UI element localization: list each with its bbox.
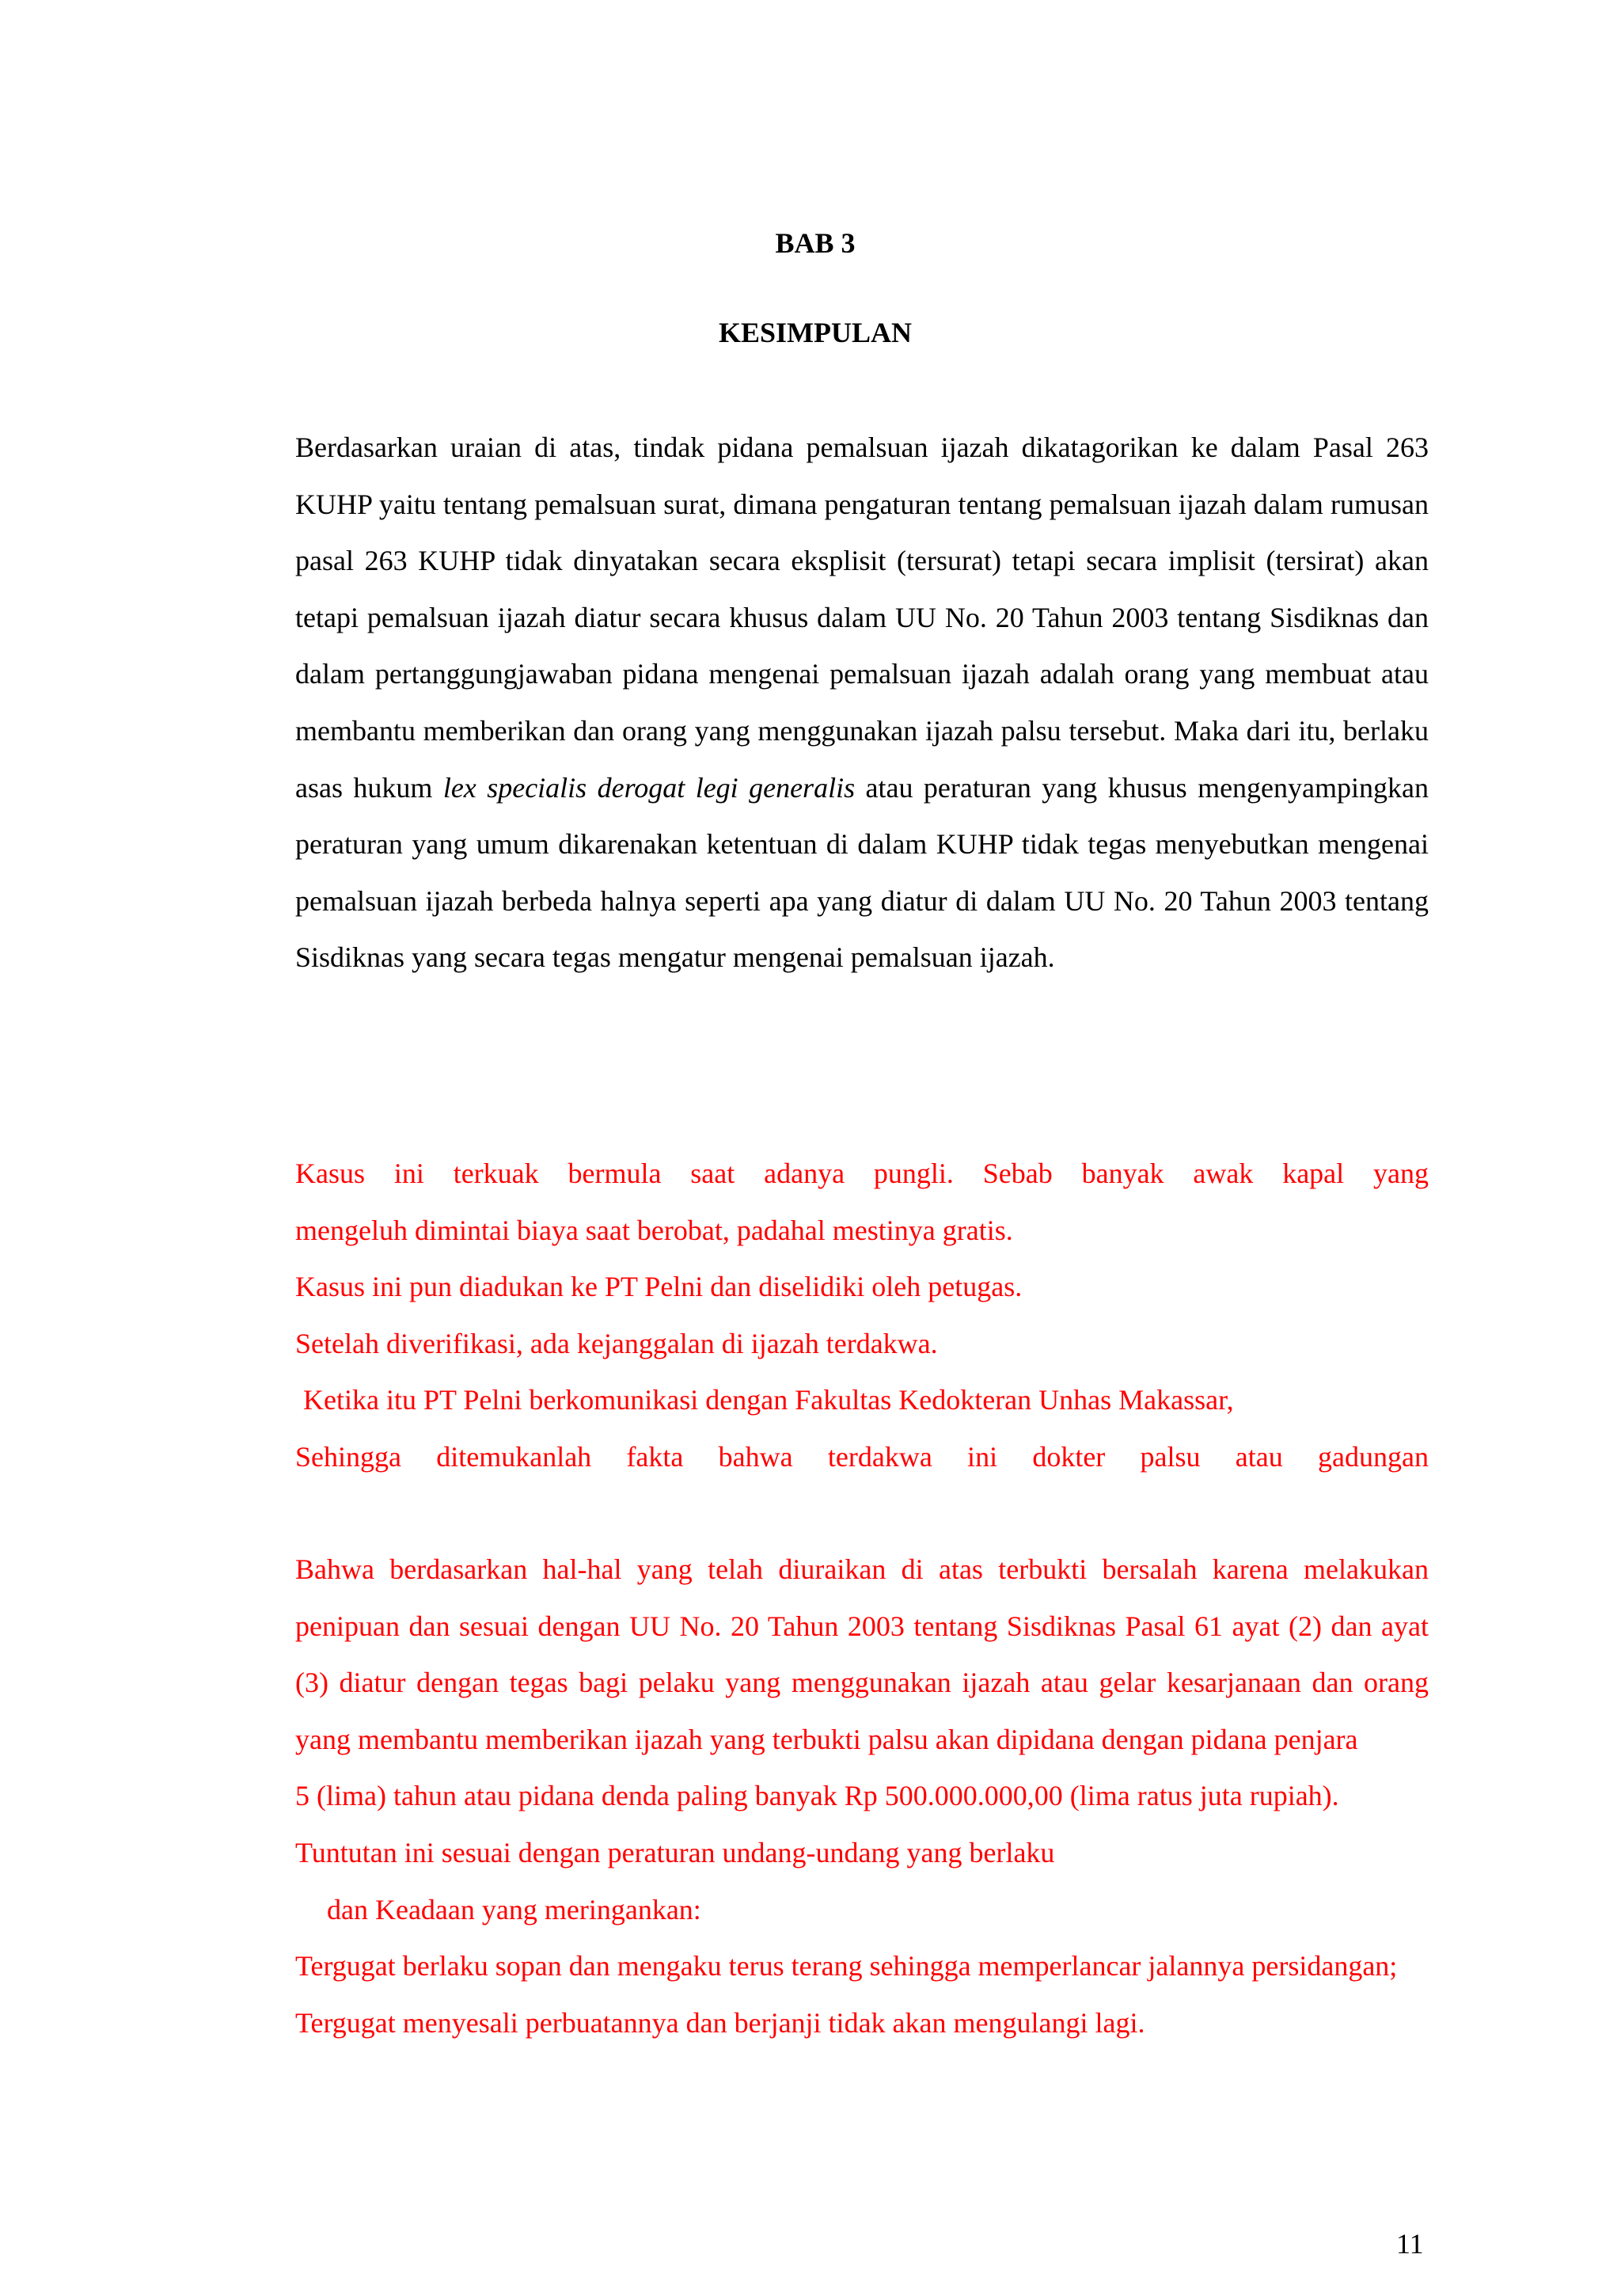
page-number: 11 — [1396, 2228, 1424, 2260]
case-line-2: mengeluh dimintai biaya saat berobat, padahal mestinya gratis. — [295, 1214, 1013, 1246]
paragraph-text-before-italic: Berdasarkan uraian di atas, tindak pidana pemalsuan ijazah dikatagorikan ke dalam Pasal 263 KUHP yaitu tentang pemalsuan surat, dimana pengaturan tentang pemalsuan ijazah dalam rumusan pasal 263 KUHP tidak dinyatakan secara eksplisit (tersurat) tetapi secara implisit (tersirat) akan tetapi pemalsuan ijazah diatur secara khusus dalam UU No. 20 Tahun 2003 tentang Sisdiknas dan dalam pertanggungjawaban pidana mengenai pemalsuan ijazah adalah orang yang membuat atau membantu memberikan dan orang yang menggunakan ijazah palsu tersebut. Maka dari itu, berlaku asas hukum — [295, 431, 1429, 804]
case-line-5: Ketika itu PT Pelni berkomunikasi dengan Fakultas Kedokteran Unhas Makassar, — [303, 1384, 1234, 1416]
chapter-heading: BAB 3 — [775, 227, 856, 259]
verdict-paragraph-b: 5 (lima) tahun atau pidana denda paling banyak Rp 500.000.000,00 (lima ratus juta rupiah). — [295, 1780, 1339, 1812]
conclusion-paragraph — [295, 420, 1429, 986]
case-description-block — [295, 1146, 1429, 1486]
verdict-paragraph-a: Bahwa berdasarkan hal-hal yang telah diuraikan di atas terbukti bersalah karena melakukan penipuan dan sesuai dengan UU No. 20 Tahun 2003 tentang Sisdiknas Pasal 61 ayat (2) dan ayat (3) diatur dengan tegas bagi pelaku yang menggunakan ijazah atau gelar kesarjanaan dan orang yang membantu memberikan ijazah yang terbukti palsu akan dipidana dengan pidana penjara — [295, 1553, 1429, 1755]
verdict-line-d: dan Keadaan yang meringankan: — [327, 1893, 701, 1925]
case-line-1: Kasus ini terkuak bermula saat adanya pungli. Sebab banyak awak kapal yang — [295, 1158, 1429, 1189]
verdict-block — [295, 1541, 1429, 2051]
case-line-4: Setelah diverifikasi, ada kejanggalan di ijazah terdakwa. — [295, 1327, 938, 1359]
conclusion-paragraph-text — [295, 420, 1429, 986]
verdict-line-c: Tuntutan ini sesuai dengan peraturan undang-undang yang berlaku — [295, 1836, 1055, 1868]
case-line-3: Kasus ini pun diadukan ke PT Pelni dan diselidiki oleh petugas. — [295, 1271, 1023, 1303]
verdict-paragraph-e: Tergugat berlaku sopan dan mengaku terus terang sehingga memperlancar jalannya persidangan; — [295, 1950, 1398, 1982]
verdict-line-f: Tergugat menyesali perbuatannya dan berjanji tidak akan mengulangi lagi. — [295, 2006, 1145, 2039]
legal-principle-italic: lex specialis derogat legi generalis — [442, 771, 856, 804]
case-line-6: Sehingga ditemukanlah fakta bahwa terdakwa ini dokter palsu atau gadungan — [295, 1440, 1429, 1473]
chapter-title: KESIMPULAN — [718, 317, 913, 348]
paragraph-text-after-italic: atau peraturan yang khusus mengenyampingkan peraturan yang umum dikarenakan ketentuan di dalam KUHP tidak tegas menyebutkan mengenai pemalsuan ijazah berbeda halnya seperti apa yang diatur di dalam UU No. 20 Tahun 2003 tentang Sisdiknas yang secara tegas mengatur mengenai pemalsuan ijazah. — [295, 771, 1429, 974]
